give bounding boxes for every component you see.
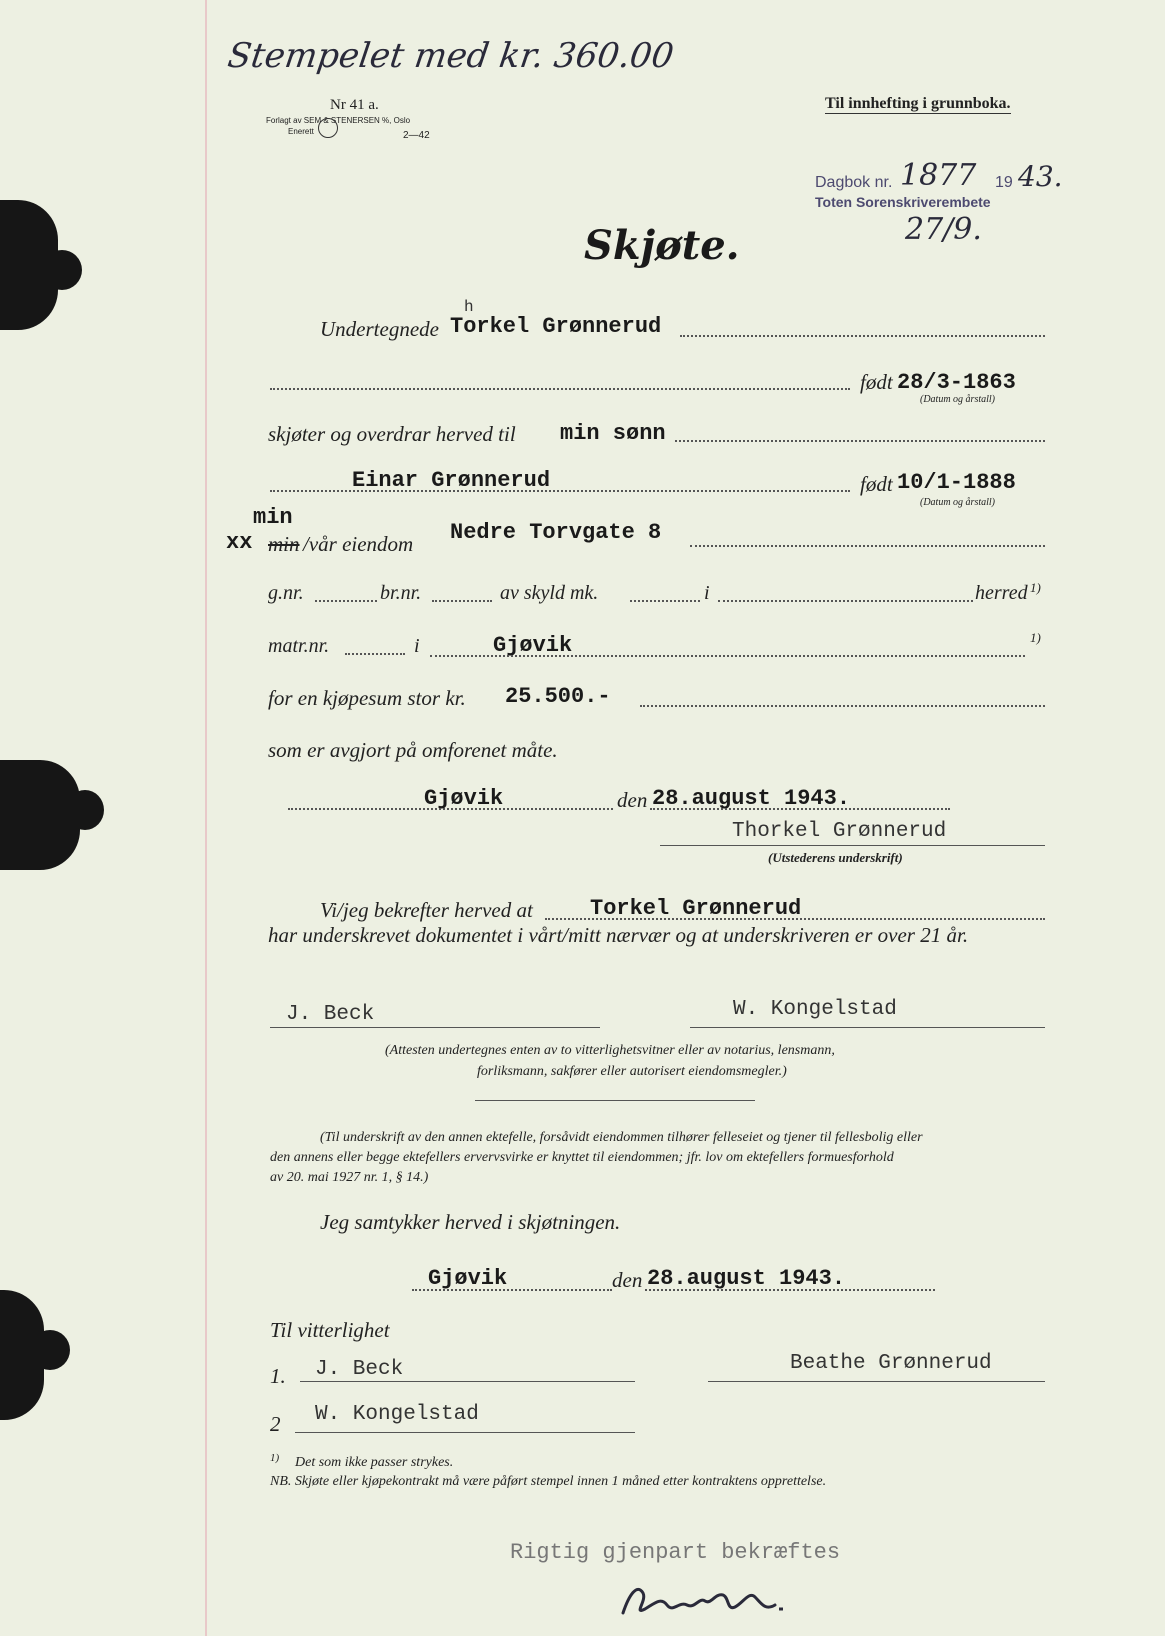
signing-place-dotted: [288, 808, 613, 810]
witness2-number: 2: [270, 1412, 281, 1436]
signer-name: Thorkel Grønnerud: [732, 820, 947, 843]
cadastre-i-dotted: [718, 600, 973, 602]
grantee-born-label: født: [860, 472, 893, 496]
herred-footmark: 1): [1030, 580, 1041, 595]
property-dotted-line: [690, 545, 1045, 547]
spouse-note-line2: den annens eller begge ektefellers ervervsvirke er knyttet til eiendommen; jfr. lov om ektefellers formuesforhold: [270, 1150, 894, 1165]
grantee-born-date: 10/1-1888: [897, 470, 1016, 495]
attest-witness1: J. Beck: [286, 1003, 375, 1026]
dagbok-year: 43.: [1018, 160, 1063, 193]
dagbok-label: Dagbok nr.: [815, 174, 893, 191]
witness1-line: [300, 1381, 635, 1382]
gnr-dotted: [315, 600, 377, 602]
attest-witness2-line: [690, 1027, 1045, 1028]
property-label: /vår eiendom: [303, 532, 414, 556]
price-label: for en kjøpesum stor kr.: [268, 686, 466, 710]
dagbok-number: 1877: [900, 158, 977, 193]
grantor-born-dotted-line: [270, 388, 850, 390]
witness2-name: W. Kongelstad: [315, 1403, 479, 1426]
dagbok-year-prefix: 19: [995, 174, 1013, 191]
attest-dotted: [545, 918, 1045, 920]
transfer-dotted-line: [675, 440, 1045, 442]
copy-note: Rigtig gjenpart bekræftes: [510, 1540, 841, 1565]
attest-note-line1: (Attesten undertegnes enten av to vitterlighetsvitner eller av notarius, lensmann,: [385, 1043, 835, 1058]
skyld-label: av skyld mk.: [500, 582, 599, 604]
property-typed-xx: xx: [226, 530, 253, 555]
property-struck-min: min: [268, 532, 300, 556]
settled-text: som er avgjort på omforenet måte.: [268, 738, 558, 762]
spouse-note-line1: (Til underskrift av den annen ektefelle, forsåvidt eiendommen tilhører felleseiet og tjener til fellesbolig eller: [320, 1130, 923, 1145]
consent-place-dotted: [412, 1289, 612, 1291]
grantor-insert-letter: h: [464, 298, 474, 316]
matr-place-dotted: [430, 655, 1025, 657]
brnr-dotted: [432, 600, 492, 602]
attest-line2: har underskrevet dokumentet i vårt/mitt nærvær og at underskriveren er over 21 år.: [268, 923, 969, 947]
office-stamp: Toten Sorenskriverembete: [815, 194, 991, 210]
spouse-signature-line: [708, 1381, 1045, 1382]
grantor-born-date: 28/3-1863: [897, 370, 1016, 395]
witnesses-label: Til vitterlighet: [270, 1318, 390, 1342]
attest-label: Vi/jeg bekrefter herved at: [320, 898, 533, 922]
page-title: Skjøte.: [584, 222, 740, 269]
signing-date-dotted: [650, 808, 950, 810]
publisher-enerett: Enerett: [288, 127, 314, 136]
matr-footmark: 1): [1030, 630, 1041, 645]
binding-tab-top: [0, 200, 58, 330]
form-number: Nr 41 a.: [330, 97, 379, 113]
price-amount: 25.500.-: [505, 684, 611, 709]
footnote1-mark: 1): [270, 1452, 280, 1464]
gnr-label: g.nr.: [268, 582, 304, 604]
consent-date: 28.august 1943.: [647, 1266, 846, 1291]
matr-i-label: i: [414, 635, 420, 657]
spouse-signature: Beathe Grønnerud: [790, 1352, 992, 1375]
consent-date-dotted: [645, 1289, 935, 1291]
binding-tab-middle: [0, 760, 80, 870]
grantor-born-caption: (Datum og årstall): [920, 394, 995, 405]
grantor-name: Torkel Grønnerud: [450, 314, 662, 339]
transfer-to: min sønn: [560, 421, 666, 446]
cadastre-i-label: i: [704, 582, 710, 604]
grantee-name: Einar Grønnerud: [352, 468, 551, 493]
consent-text: Jeg samtykker herved i skjøtningen.: [320, 1210, 621, 1234]
consent-den: den: [612, 1268, 643, 1292]
witness1-name: J. Beck: [315, 1358, 404, 1381]
margin-line: [205, 0, 207, 1636]
binding-tab-bottom: [0, 1290, 44, 1420]
herred-label: herred: [975, 582, 1028, 604]
received-date: 27/9.: [905, 212, 982, 247]
witness1-number: 1.: [270, 1364, 286, 1388]
matr-place: Gjøvik: [493, 633, 573, 658]
signing-date: 28.august 1943.: [652, 786, 851, 811]
price-dotted: [640, 705, 1045, 707]
binding-note: Til innhefting i grunnboka.: [825, 95, 1011, 112]
grantor-born-label: født: [860, 370, 893, 394]
publisher-line: Forlagt av SEM & STENERSEN %, Oslo: [266, 116, 411, 125]
skyld-dotted: [630, 600, 700, 602]
consent-place: Gjøvik: [428, 1266, 508, 1291]
grantor-dotted-line: [680, 335, 1045, 337]
matr-label: matr.nr.: [268, 635, 330, 657]
attest-name: Torkel Grønnerud: [590, 896, 802, 921]
certifier-signature: [615, 1575, 805, 1630]
attest-witness2: W. Kongelstad: [733, 998, 897, 1021]
grantee-dotted-line: [270, 490, 850, 492]
witness2-line: [295, 1432, 635, 1433]
grantor-label: Undertegnede: [320, 317, 439, 341]
transfer-label: skjøter og overdrar herved til: [268, 422, 516, 446]
property-inserted-min: min: [253, 505, 293, 530]
publisher-code: 2—42: [403, 130, 430, 141]
footnote1: Det som ikke passer strykes.: [295, 1455, 454, 1470]
spouse-note-line3: av 20. mai 1927 nr. 1, § 14.): [270, 1170, 429, 1185]
signer-caption: (Utstederens underskrift): [768, 850, 903, 865]
matr-dotted: [345, 653, 405, 655]
footnote-nb: NB. Skjøte eller kjøpekontrakt må være påført stempel innen 1 måned etter kontraktens opprettelse.: [270, 1474, 827, 1489]
signing-place: Gjøvik: [424, 786, 504, 811]
attest-witness1-line: [270, 1027, 600, 1028]
stamp-note-handwritten: Stempelet med kr. 360.00: [225, 36, 677, 76]
section-divider: [475, 1100, 755, 1101]
signing-den: den: [617, 788, 648, 812]
brnr-label: br.nr.: [380, 582, 422, 604]
signer-line: [660, 845, 1045, 846]
property-name: Nedre Torvgate 8: [450, 520, 662, 545]
grantee-born-caption: (Datum og årstall): [920, 497, 995, 508]
attest-note-line2: forliksmann, sakfører eller autorisert eiendomsmegler.): [477, 1064, 787, 1079]
publisher-logo-icon: [318, 118, 338, 138]
